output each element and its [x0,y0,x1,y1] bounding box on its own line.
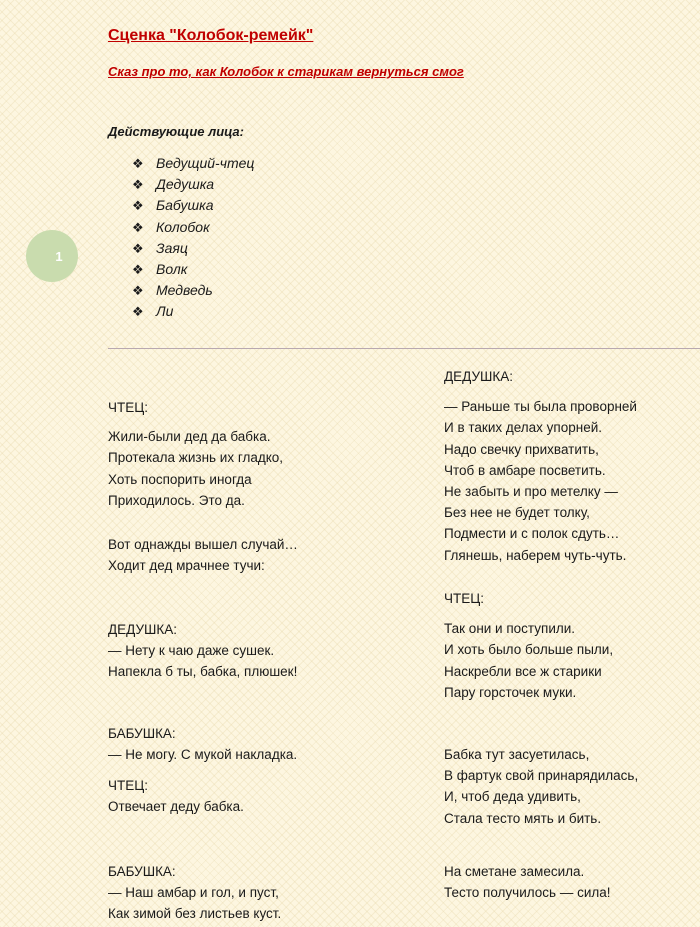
verse-line: — Не могу. С мукой накладка. [108,747,298,763]
diamond-bullet-icon: ❖ [132,156,144,171]
script-block [108,397,283,511]
verse-line: Не забыть и про метелку — [444,484,618,500]
script-block [108,619,297,683]
cast-item-label: Дедушка [156,176,215,193]
verse-line: Бабка тут засуетилась, [444,747,590,762]
verse-line: Надо свечку прихватить, [444,441,599,457]
cast-item [132,174,254,195]
script-block [108,775,244,817]
cast-item-label: Бабушка [156,197,214,214]
script-block [444,744,638,829]
document-title: Сценка "Колобок-ремейк" [108,27,314,44]
cast-item-label: Ведущий-чтец [156,155,255,171]
verse-line: Наскребли все ж старики [444,663,602,679]
cast-item [132,153,254,174]
diamond-bullet-icon: ❖ [132,261,144,277]
speaker-name: ЧТЕЦ: [108,400,148,415]
cast-item [132,301,254,322]
verse-line: Глянешь, наберем чуть-чуть. [444,547,627,563]
verse-line: Тесто получилось — сила! [444,885,611,901]
cast-item-label: Ли [156,303,174,320]
verse-line: Отвечает деду бабка. [108,799,244,815]
script-block [108,534,298,576]
speaker-name: ДЕДУШКА: [108,622,178,637]
diamond-bullet-icon: ❖ [132,198,144,214]
verse-line: И, чтоб деда удивить, [444,789,581,805]
verse-line: Хоть поспорить иногда [108,471,252,487]
script-block [108,861,281,925]
speaker-name: ДЕДУШКА: [444,369,514,384]
verse-line: Ходит дед мрачнее тучи: [108,558,265,574]
document-subtitle: Сказ про то, как Колобок к старикам вернуться смог [108,64,464,79]
page-number-badge: 1 [26,230,78,282]
diamond-bullet-icon: ❖ [132,240,144,256]
verse-line: Протекала жизнь их гладко, [108,450,284,466]
verse-line: Чтоб в амбаре посветить. [444,462,606,478]
cast-heading: Действующие лица: [108,124,244,139]
verse-line: Напекла б ты, бабка, плюшек! [108,664,298,680]
verse-line: — Нету к чаю даже сушек. [108,643,275,659]
verse-line: На сметане замесила. [444,864,585,879]
verse-line: Пару горсточек муки. [444,684,577,700]
verse-line: Жили-были дед да бабка. [108,429,271,445]
cast-list [132,153,254,323]
cast-item [132,238,254,259]
speaker-name: БАБУШКА: [108,864,176,879]
cast-item [132,280,254,301]
script-block [108,723,297,765]
cast-item-label: Колобок [156,218,210,235]
verse-line: И в таких делах упорней. [444,420,603,436]
diamond-bullet-icon: ❖ [132,219,144,235]
speaker-name: ЧТЕЦ: [108,778,148,793]
verse-line: Так они и поступили. [444,621,576,637]
cast-item [132,217,254,238]
verse-line: Без нее не будет толку, [444,505,590,521]
diamond-bullet-icon: ❖ [132,283,144,299]
verse-line: — Раньше ты была проворней [444,399,637,415]
script-block [444,366,637,566]
cast-item-label: Волк [156,260,188,277]
verse-line: В фартук свой принарядилась, [444,768,639,784]
verse-line: Стала тесто мять и бить. [444,810,602,826]
diamond-bullet-icon: ❖ [132,177,144,193]
cast-item-label: Заяц [156,239,188,256]
cast-item [132,195,254,216]
speaker-name: БАБУШКА: [108,726,176,741]
verse-line: Подмести и с полок сдуть… [444,526,620,542]
verse-line: Как зимой без листьев куст. [108,906,282,922]
cast-item-label: Медведь [156,282,213,299]
section-divider [108,348,700,349]
speaker-name: ЧТЕЦ: [444,591,484,606]
verse-line: И хоть было больше пыли, [444,642,614,658]
script-block [444,861,611,903]
verse-line: Приходилось. Это да. [108,492,245,508]
cast-item [132,259,254,280]
verse-line: — Наш амбар и гол, и пуст, [108,885,279,901]
verse-line: Вот однажды вышел случай… [108,537,298,552]
diamond-bullet-icon: ❖ [132,304,144,320]
script-block [444,588,613,703]
